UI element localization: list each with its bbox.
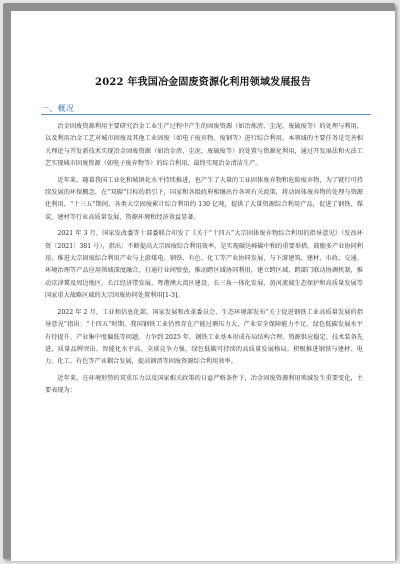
section-heading: 一、概况 xyxy=(41,104,75,113)
document-title: 2022 年我国冶金固废资源化利用领域发展报告 xyxy=(95,77,311,88)
paragraph-1: 冶金固废资源利用主要研究冶金工业生产过程中产生的固废资源（如冶炼渣、尘泥、废硫废等）的处理与利用，以及利用冶金工艺对城市固废及其他工业固废（如电子废弃物、废钢等）进行综合利用。本领域的主要任务是完善相关理论与开发新技术实现冶金固废资源（如冶金渣、尘泥、废硫废等）的处置与资源化利用，通过开发湿法和火法工艺实现城市固废资源（如电子废弃物等）的综合利用，最终实现冶金清洁生产。 xyxy=(45,123,363,168)
section-divider xyxy=(41,114,371,115)
document-page xyxy=(11,11,395,561)
paragraph-5: 近年来，在环境形势的双重压力以及国家相关政策的日益严格条件下，冶金固废资源利用领域发生重要变化，主要表现为： xyxy=(45,374,363,395)
page-frame xyxy=(3,3,395,559)
paragraph-4: 2022 年 2 月，工业和信息化部、国家发展和改革委员会、生态环境部发布“关于促进钢铁工业高质量发展的指导意见”指出：“十四五”时期，我国钢铁工业仍然存在产能过剩压力大、产业安全保障能力不足、绿色低碳发展水平有待提升、产业集中度偏低等问题。力争到 2025 年，钢铁工业基本形成布局结构合理、资源供应稳定、技术装备先进、质量品牌突出、智能化水平高、全球竞争力强、绿色低碳可持续的高质量发展格局。积极推进钢铁与建材、电力、化工、有色等产业耦合发展，提高钢渣等固废资源综合利用效率。 xyxy=(45,308,363,366)
paragraph-3: 2021 年 3 月，国家发改委等十部委联合印发了《关于“十四五”大宗固体废弃物综合利用的指导意见》（发改环资〔2021〕381 号），指出：不断提高大宗固废综合利用效率，是实现碳达峰碳中和的重要举措。鼓励多产业协同利用，推进大宗固废综合利用产业与上游煤电、钢铁、有色、化工等产业协同发展，与下游建筑、建材、市政、交通、环境治理等产品应用领域深度融合，打通行业间壁垒，推动跨区域协同利用，建立跨区域、跨部门联动协调机制，推动京津冀及周边地区、长江经济带发展、粤港澳大湾区建设、长三角一体化发展、黄河流域生态保护和高质量发展等国家重大战略区域的大宗固废协同处置利用[1-3]。 xyxy=(45,230,363,300)
paragraph-2: 近年来，随着我国工业化和城镇化水平持续推进，也产生了大量的工业固体废弃物和危险废弃物，为了就行可持续发展的环保概念，在“双碳”目标的指引下，国家和各级政府相继出台各项有关政策，将动固体废弃物的处理与资源化利用。“十三五”期间，各类大宗固废累计综合利用约 130 亿吨，提供了大量资源综合利用产品，促进了钢铁、煤炭、建材等行业高质量发展，资源环境和经济效益显著。 xyxy=(45,176,363,221)
section-body xyxy=(45,121,363,402)
